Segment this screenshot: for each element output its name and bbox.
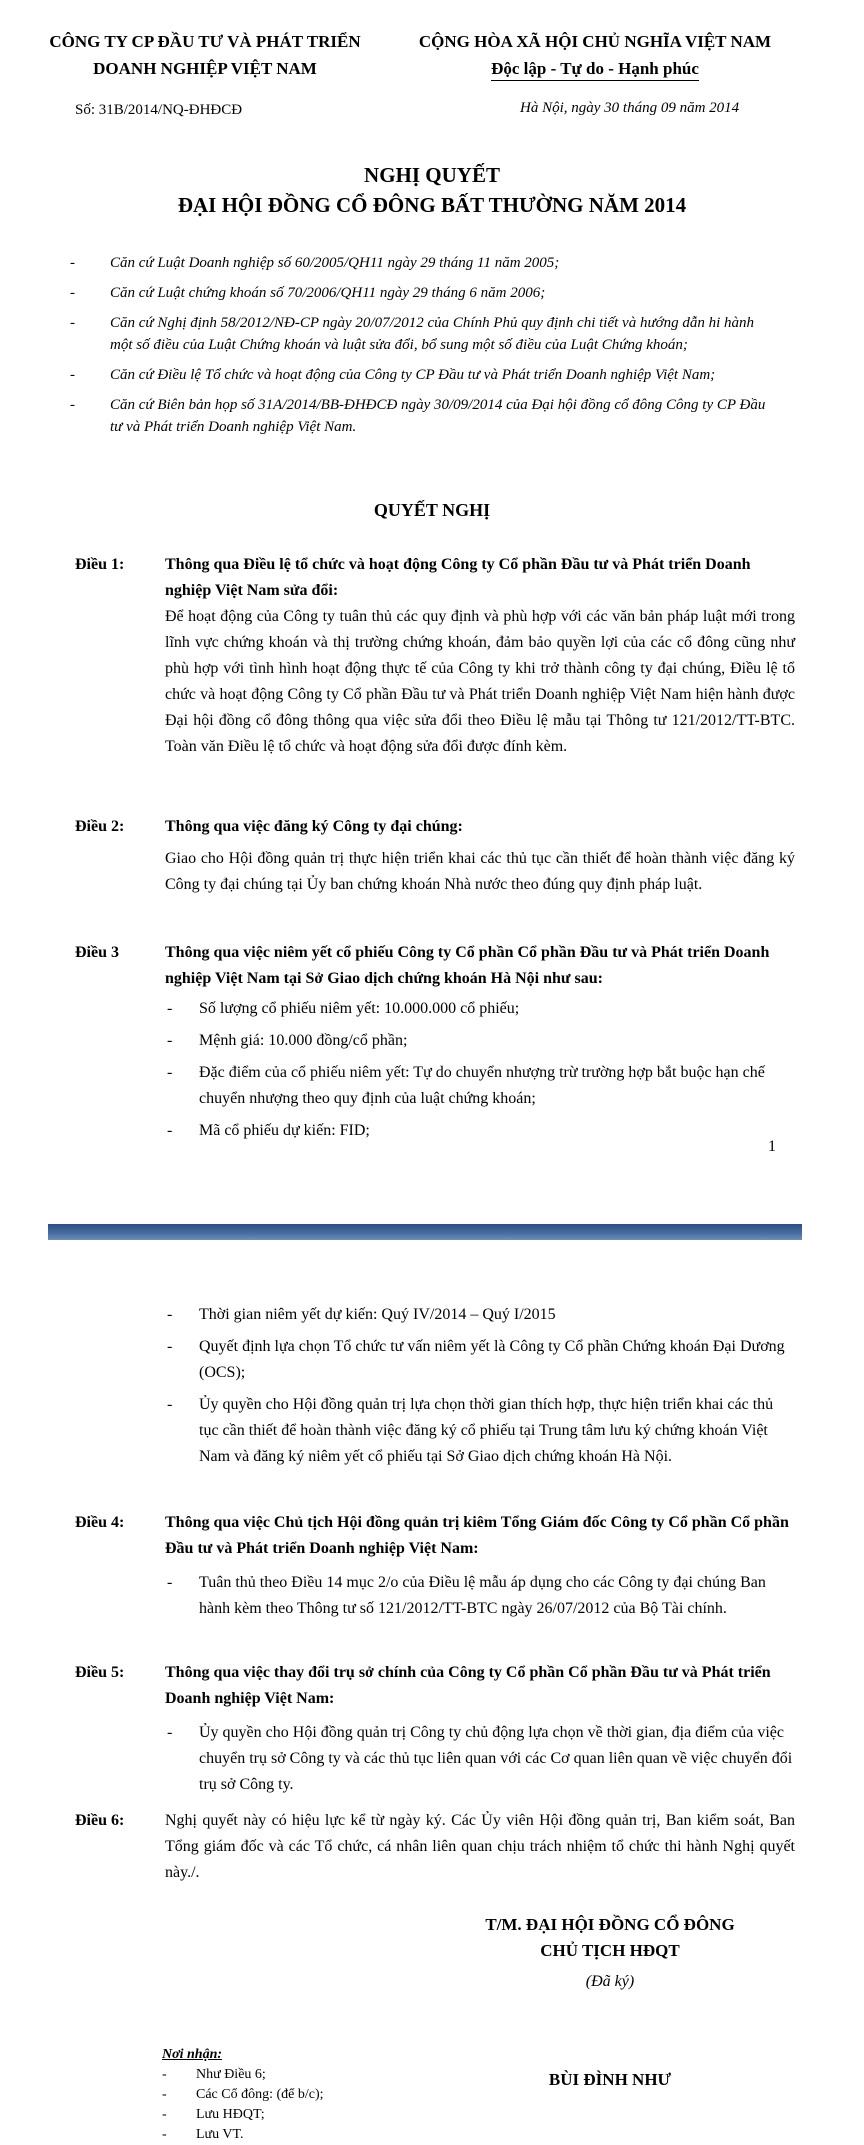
article-heading: Thông qua Điều lệ tổ chức và hoạt động Công ty Cổ phần Đầu tư và Phát triển Doanh nghiệp Việt Nam sửa đổi: (165, 556, 751, 599)
article-6 (75, 1808, 795, 1886)
recipient-item: - Lưu VT. (162, 2125, 324, 2145)
country-name: CỘNG HÒA XÃ HỘI CHỦ NGHĨA VIỆT NAM (418, 32, 772, 51)
document-title (0, 160, 864, 220)
dash: - (162, 2067, 167, 2082)
article-body: Để hoạt động của Công ty tuân thủ các quy định và phù hợp với các văn bản pháp luật mới trong lĩnh vực chứng khoán và thị trường chứng khoán, đảm bảo quyền lợi của các cổ đông cũng như phù hợp với tình hình hoạt động thực tế của Công ty khi trở thành công ty đại chúng, Điều lệ tổ chức và hoạt động Công ty Cổ phần Đầu tư và Phát triển Doanh nghiệp Việt Nam hiện hành được Đại hội đồng cổ đông thông qua việc sửa đổi theo Điều lệ mẫu tại Thông tư 121/2012/TT-BTC. Toàn văn Điều lệ tổ chức và hoạt động sửa đổi được đính kèm. (165, 608, 795, 755)
dash: - (162, 2087, 167, 2102)
article-3-items (165, 996, 795, 1144)
recipients-title: Nơi nhận: (162, 2047, 223, 2062)
article-label: Điều 4: (75, 1514, 125, 1531)
legal-basis-list (70, 252, 770, 446)
article-2 (75, 814, 795, 898)
document-title-line-1: NGHỊ QUYẾT (364, 163, 500, 187)
article-3-items-continued (165, 1302, 795, 1470)
organization-line-1: CÔNG TY CP ĐẦU TƯ VÀ PHÁT TRIỂN (49, 32, 361, 51)
signature-block (440, 1912, 780, 1964)
article-label: Điều 1: (75, 556, 125, 573)
dash: - (162, 2127, 167, 2142)
document-number: Số: 31B/2014/NQ-ĐHĐCĐ (75, 102, 243, 118)
article-heading: Thông qua việc niêm yết cổ phiếu Công ty Cổ phần Cổ phần Đầu tư và Phát triển Doanh nghiệp Việt Nam tại Sở Giao dịch chứng khoán Hà Nội như sau: (165, 944, 770, 987)
organization-line-2: DOANH NGHIỆP VIỆT NAM (93, 59, 317, 78)
list-item: - Quyết định lựa chọn Tổ chức tư vấn niêm yết là Công ty Cổ phần Chứng khoán Đại Dương (OCS); (165, 1334, 795, 1386)
dash: - (70, 255, 75, 271)
signer-name: BÙI ĐÌNH NHƯ (548, 2070, 672, 2089)
list-item: - Ủy quyền cho Hội đồng quản trị Công ty chủ động lựa chọn về thời gian, địa điểm của việc chuyển trụ sở Công ty và các thủ tục liên quan với các Cơ quan liên quan về việc chuyển đổi trụ sở Công ty. (165, 1720, 795, 1798)
dash: - (167, 1122, 173, 1139)
article-3 (75, 940, 795, 1150)
recipients-list (162, 2065, 324, 2145)
article-5 (75, 1660, 795, 1804)
dash: - (167, 1306, 173, 1323)
list-item: - Số lượng cổ phiếu niêm yết: 10.000.000 cổ phiếu; (165, 996, 795, 1022)
organization-name (30, 28, 380, 82)
article-label: Điều 3 (75, 944, 119, 961)
article-body: Nghị quyết này có hiệu lực kể từ ngày ký. Các Ủy viên Hội đồng quản trị, Ban kiểm soát, Ban Tổng giám đốc và các Tổ chức, cá nhân liên quan chịu trách nhiệm tổ chức thi hành Nghị quyết này./. (165, 1812, 795, 1881)
dash: - (167, 1574, 173, 1591)
legal-basis-item: - Căn cứ Luật Doanh nghiệp số 60/2005/QH11 ngày 29 tháng 11 năm 2005; (70, 252, 770, 274)
dash: - (167, 1000, 173, 1017)
dash: - (167, 1032, 173, 1049)
page-separator (48, 1224, 802, 1240)
list-item: - Thời gian niêm yết dự kiến: Quý IV/2014 – Quý I/2015 (165, 1302, 795, 1328)
country-motto: Độc lập - Tự do - Hạnh phúc (491, 58, 699, 81)
legal-basis-item: - Căn cứ Luật chứng khoán số 70/2006/QH11 ngày 29 tháng 6 năm 2006; (70, 282, 770, 304)
article-4-items (165, 1570, 795, 1622)
article-4 (75, 1510, 795, 1628)
dash: - (70, 397, 75, 413)
article-heading: Thông qua việc Chủ tịch Hội đồng quản trị kiêm Tổng Giám đốc Công ty Cổ phần Cổ phần Đầu tư và Phát triển Doanh nghiệp Việt Nam: (165, 1514, 789, 1557)
legal-basis-item: - Căn cứ Nghị định 58/2012/NĐ-CP ngày 20/07/2012 của Chính Phủ quy định chi tiết và hướng dẫn hi hành một số điều của Luật Chứng khoán và luật sửa đổi, bổ sung một số điều của Luật Chứng khoán; (70, 312, 770, 356)
list-item: - Mã cổ phiếu dự kiến: FID; (165, 1118, 795, 1144)
article-3-continued (75, 1302, 795, 1476)
recipients (162, 2045, 324, 2145)
dash: - (167, 1396, 173, 1413)
legal-basis-item: - Căn cứ Biên bản họp số 31A/2014/BB-ĐHĐCĐ ngày 30/09/2014 của Đại hội đồng cổ đông Công ty CP Đầu tư và Phát triển Doanh nghiệp Việt Nam. (70, 394, 770, 438)
article-heading: Thông qua việc thay đổi trụ sở chính của Công ty Cổ phần Cổ phần Đầu tư và Phát triển Doanh nghiệp Việt Nam: (165, 1664, 771, 1707)
article-body: Giao cho Hội đồng quản trị thực hiện triển khai các thủ tục cần thiết để hoàn thành việc đăng ký Công ty đại chúng tại Ủy ban chứng khoán Nhà nước theo đúng quy định pháp luật. (165, 850, 795, 893)
dash: - (70, 315, 75, 331)
article-label: Điều 5: (75, 1664, 125, 1681)
article-label: Điều 6: (75, 1812, 125, 1829)
dash: - (167, 1338, 173, 1355)
signed-note: (Đã ký) (585, 1973, 635, 1990)
dash: - (167, 1064, 173, 1081)
article-1 (75, 552, 795, 760)
signature-title-line-1: T/M. ĐẠI HỘI ĐỒNG CỔ ĐÔNG (485, 1915, 735, 1934)
list-item: - Đặc điểm của cổ phiếu niêm yết: Tự do chuyển nhượng trừ trường hợp bắt buộc hạn chế chuyển nhượng theo quy định của luật chứng khoán; (165, 1060, 795, 1112)
article-5-items (165, 1720, 795, 1798)
article-label: Điều 2: (75, 818, 125, 835)
dash: - (70, 367, 75, 383)
page-number: 1 (768, 1138, 776, 1155)
list-item: - Mệnh giá: 10.000 đồng/cổ phần; (165, 1028, 795, 1054)
signature-title-line-2: CHỦ TỊCH HĐQT (540, 1941, 680, 1960)
dash: - (70, 285, 75, 301)
article-heading: Thông qua việc đăng ký Công ty đại chúng: (165, 818, 463, 835)
list-item: - Tuân thủ theo Điều 14 mục 2/o của Điều lệ mẫu áp dụng cho các Công ty đại chúng Ban hành kèm theo Thông tư số 121/2012/TT-BTC ngày 26/07/2012 của Bộ Tài chính. (165, 1570, 795, 1622)
dash: - (167, 1724, 173, 1741)
recipient-item: - Lưu HĐQT; (162, 2105, 324, 2125)
document-title-line-2: ĐẠI HỘI ĐỒNG CỔ ĐÔNG BẤT THƯỜNG NĂM 2014 (177, 193, 687, 217)
national-header (390, 28, 800, 82)
recipient-item: - Như Điều 6; (162, 2065, 324, 2085)
list-item: - Ủy quyền cho Hội đồng quản trị lựa chọn thời gian thích hợp, thực hiện triển khai các thủ tục cần thiết để hoàn thành việc đăng ký cổ phiếu tại Trung tâm lưu ký chứng khoán Việt Nam và đăng ký niêm yết cổ phiếu tại Sở Giao dịch chứng khoán Hà Nội. (165, 1392, 795, 1470)
recipient-item: - Các Cổ đông: (để b/c); (162, 2085, 324, 2105)
resolution-heading: QUYẾT NGHỊ (373, 500, 491, 520)
document-date: Hà Nội, ngày 30 tháng 09 năm 2014 (520, 100, 740, 116)
dash: - (162, 2107, 167, 2122)
legal-basis-item: - Căn cứ Điều lệ Tổ chức và hoạt động của Công ty CP Đầu tư và Phát triển Doanh nghiệp Việt Nam; (70, 364, 770, 386)
